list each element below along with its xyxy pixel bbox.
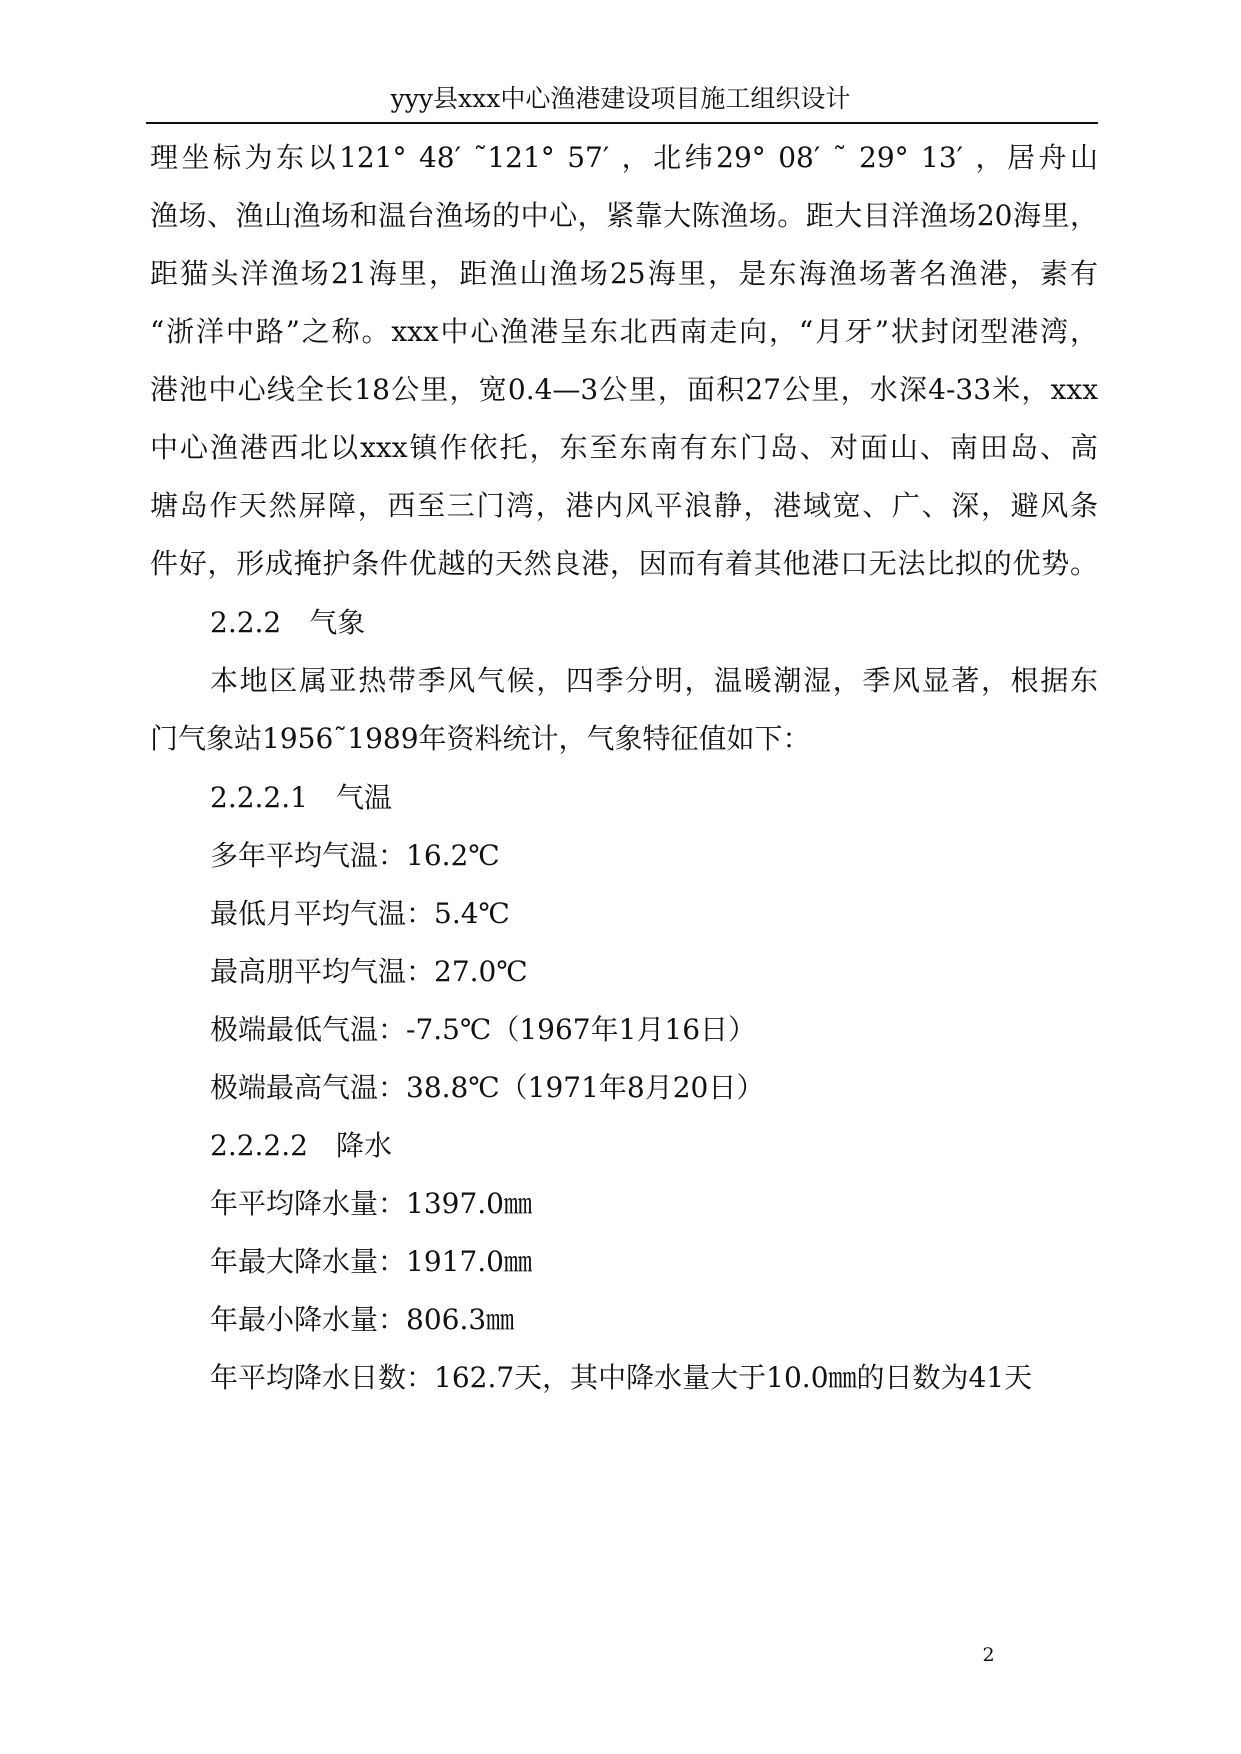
body-line: 渔场、渔山渔场和温台渔场的中心，紧靠大陈渔场。距大目洋渔场20海里，	[150, 199, 1098, 232]
body-line: 件好，形成掩护条件优越的天然良港，因而有着其他港口无法比拟的优势。	[150, 547, 1098, 580]
body-line: 极端最低气温：-7.5℃（1967年1月16日）	[210, 1013, 757, 1046]
page-number: 2	[982, 1644, 995, 1666]
body-line: 塘岛作天然屏障，西至三门湾，港内风平浪静，港域宽、广、深，避风条	[150, 489, 1098, 522]
running-header-title: yyy县xxx中心渔港建设项目施工组织设计	[390, 84, 851, 113]
subsection-heading: 2.2.2.2 降水	[210, 1129, 392, 1162]
body-line: 距猫头洋渔场21海里，距渔山渔场25海里，是东海渔场著名渔港，素有	[150, 257, 1098, 290]
body-line: 最低月平均气温：5.4℃	[210, 897, 510, 930]
body-line: 门气象站1956˜1989年资料统计，气象特征值如下：	[150, 722, 811, 755]
body-line: 港池中心线全长18公里，宽0.4—3公里，面积27公里，水深4-33米，xxx	[150, 373, 1098, 406]
subsection-heading: 2.2.2.1 气温	[210, 781, 392, 814]
section-heading: 2.2.2 气象	[210, 606, 366, 639]
body-line: 年最小降水量：806.3㎜	[210, 1303, 515, 1336]
body-line: 中心渔港西北以xxx镇作依托，东至东南有东门岛、对面山、南田岛、高	[150, 431, 1098, 464]
body-line: 极端最高气温：38.8℃（1971年8月20日）	[210, 1071, 765, 1104]
body-line: “浙洋中路”之称。xxx中心渔港呈东北西南走向，“月牙”状封闭型港湾，	[150, 315, 1098, 348]
body-line: 多年平均气温：16.2℃	[210, 839, 500, 872]
body-line: 年平均降水日数：162.7天，其中降水量大于10.0㎜的日数为41天	[210, 1361, 1033, 1394]
body-line: 本地区属亚热带季风气候，四季分明，温暖潮湿，季风显著，根据东	[210, 664, 1098, 697]
body-line: 理坐标为东以121° 48′ ˜121° 57′ ，北纬29° 08′ ˜ 29° 13′ ，居舟山	[150, 141, 1098, 174]
body-line: 年最大降水量：1917.0㎜	[210, 1245, 532, 1278]
body-line: 年平均降水量：1397.0㎜	[210, 1187, 532, 1220]
header-divider	[146, 122, 1098, 124]
body-line: 最高朋平均气温：27.0℃	[210, 955, 528, 988]
